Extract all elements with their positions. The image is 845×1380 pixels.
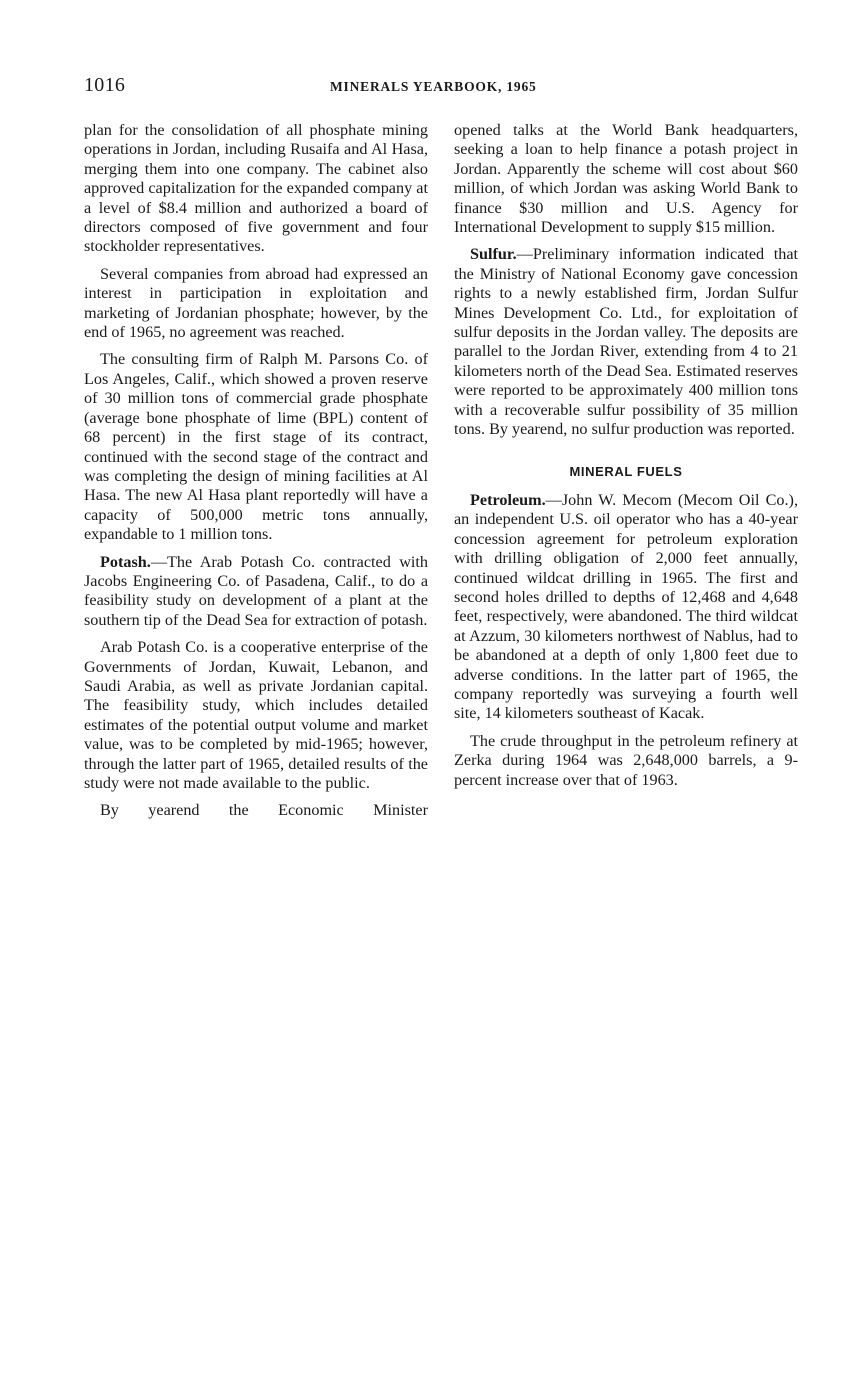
paragraph: plan for the consolidation of all phosphate mining operations in Jordan, including Rusaifa and Al Hasa, merging them into one company. The cabinet also approved capitalization for the expanded company at a level of $8.4 million and authorized a board of directors composed of five government and four stockholder representatives. [84,121,428,256]
right-column [454,121,798,798]
potash-paragraph [84,553,428,631]
run-in-heading: Potash. [100,552,151,571]
sulfur-paragraph [454,245,798,439]
page-number: 1016 [84,74,126,96]
petroleum-paragraph [454,491,798,724]
page-header [84,74,797,100]
running-head: MINERALS YEARBOOK, 1965 [330,79,537,94]
paragraph: Several companies from abroad had expressed an interest in participation in exploitation and marketing of Jordanian phosphate; however, by the end of 1965, no agreement was reached. [84,264,428,342]
section-heading: MINERAL FUELS [569,463,683,479]
run-in-heading: Petroleum. [470,490,546,509]
left-column [84,121,428,829]
paragraph: The consulting firm of Ralph M. Parsons Co. of Los Angeles, Calif., which showed a proven reserve of 30 million tons of commercial grade phosphate (average bone phosphate of lime (BPL) content of 68 percent) in the first stage of its contract, continued with the second stage of the contract and was completing the design of mining facilities at Al Hasa. The new Al Hasa plant reportedly will have a capacity of 500,000 metric tons annually, expandable to 1 million tons. [84,350,428,544]
paragraph-text: —John W. Mecom (Mecom Oil Co.), an independent U.S. oil operator who has a 40-year concession agreement for petroleum exploration with drilling obligation of 2,000 feet annually, continued wildcat drilling in 1965. The first and second holes drilled to depths of 12,468 and 4,648 feet, respectively, were abandoned. The third wildcat at Azzum, 30 kilometers northwest of Nablus, had to be abandoned at a depth of only 1,800 feet due to adverse conditions. In the latter part of 1965, the company reportedly was surveying a fourth well site, 14 kilometers southeast of Kacak. [454,490,798,723]
paragraph: Arab Potash Co. is a cooperative enterprise of the Governments of Jordan, Kuwait, Lebanon, and Saudi Arabia, as well as private Jordanian capital. The feasibility study, which includes detailed estimates of the potential output volume and market value, was to be completed by mid-1965; however, through the latter part of 1965, detailed results of the study were not made available to the public. [84,638,428,792]
paragraph: By yearend the Economic Minister [100,801,428,820]
paragraph-text: —Preliminary information indicated that the Ministry of National Economy gave concession rights to a newly established firm, Jordan Sulfur Mines Development Co. Ltd., for exploitation of sulfur deposits in the Jordan valley. The deposits are parallel to the Jordan River, extending from 4 to 21 kilometers north of the Dead Sea. Estimated reserves were reported to be approximately 400 million tons with a recoverable sulfur possibility of 35 million tons. By yearend, no sulfur production was reported. [454,245,798,439]
run-in-heading: Sulfur. [470,245,517,264]
paragraph-text: —The Arab Potash Co. contracted with Jacobs Engineering Co. of Pasadena, Calif., to do a feasibility study on development of a plant at the southern tip of the Dead Sea for extraction of potash. [84,552,428,629]
paragraph: The crude throughput in the petroleum refinery at Zerka during 1964 was 2,648,000 barrels, a 9-percent increase over that of 1963. [454,731,798,789]
paragraph: opened talks at the World Bank headquarters, seeking a loan to help finance a potash project in Jordan. Apparently the scheme will cost about $60 million, of which Jordan was asking World Bank to finance $30 million and U.S. Agency for International Development to supply $15 million. [454,121,798,237]
